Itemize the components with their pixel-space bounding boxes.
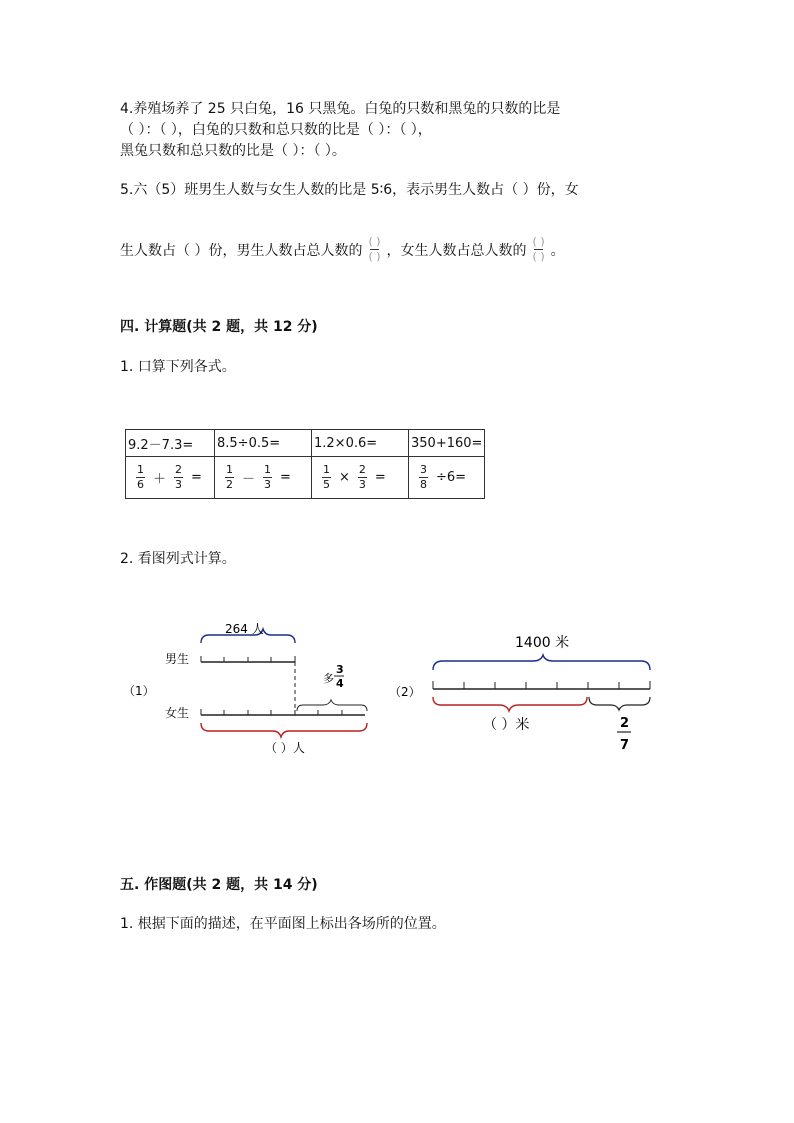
section5-title: 五. 作图题(共 2 题，共 14 分) — [120, 877, 318, 893]
table-cell: 9.2－7.3= — [126, 430, 215, 457]
section4-q2: 2. 看图列式计算。 — [120, 551, 236, 567]
q5-line2-part2: ，女生人数占总人数的 — [386, 242, 527, 259]
table-row — [126, 457, 485, 499]
q4-line2: （ ）：（ ），白兔的只数和总只数的比是（ ）：（ ）， — [120, 122, 432, 138]
figure2-frac-den: 7 — [620, 738, 630, 753]
figure1-bottom-value: （ ）人 — [265, 741, 305, 755]
q5-line2-part1: 生人数占（ ）份，男生人数占总人数的 — [120, 242, 363, 259]
q5-line1: 5.六（5）班男生人数与女生人数的比是 5∶6，表示男生人数占（ ）份，女 — [120, 182, 579, 198]
section4-q1: 1. 口算下列各式。 — [120, 359, 236, 375]
q4-line1: 4.养殖场养了 25 只白兔，16 只黑兔。白兔的只数和黑兔的只数的比是 — [120, 101, 561, 117]
q5-line2 — [120, 236, 565, 263]
figure1-row1-label: 男生 — [165, 652, 190, 666]
figure2-label: （2） — [389, 685, 421, 699]
table-cell: 8.5÷0.5= — [215, 430, 312, 457]
blank-fraction: $\frac{( )}{( )}$ — [368, 235, 381, 263]
table-cell: $\frac{1}{5}$ × $\frac{2}{3}$ = — [312, 457, 409, 499]
figure1-more-den: 4 — [336, 677, 344, 690]
q5-line2-part3: 。 — [550, 242, 565, 259]
figure1-label: （1） — [123, 684, 155, 698]
figure2-frac-num: 2 — [620, 716, 630, 731]
figure1-top-value: 264 人 — [225, 622, 264, 636]
table-cell: $\frac{1}{2}$ － $\frac{1}{3}$ = — [215, 457, 312, 499]
figure2-bottom-left: （ ）米 — [483, 717, 530, 733]
table-cell: 350+160= — [409, 430, 485, 457]
section5-q1: 1. 根据下面的描述，在平面图上标出各场所的位置。 — [120, 916, 446, 932]
table-row — [126, 430, 485, 457]
table-cell: $\frac{1}{6}$ ＋ $\frac{2}{3}$ = — [126, 457, 215, 499]
figure1-more-prefix: 多 — [323, 672, 334, 685]
figure1-row2-label: 女生 — [165, 706, 190, 720]
figure2-diagram — [385, 625, 660, 760]
q4-line3: 黑兔只数和总只数的比是（ ）：（ ）。 — [120, 143, 346, 159]
calc-table — [125, 429, 485, 499]
section4-title: 四. 计算题(共 2 题，共 12 分) — [120, 319, 318, 335]
figure2-top-value: 1400 米 — [515, 635, 570, 651]
table-cell: $\frac{3}{8}$ ÷6= — [409, 457, 485, 499]
blank-fraction: $\frac{( )}{( )}$ — [532, 235, 545, 263]
figure1-more-num: 3 — [336, 663, 344, 676]
table-cell: 1.2×0.6= — [312, 430, 409, 457]
figure1-diagram — [115, 615, 380, 760]
